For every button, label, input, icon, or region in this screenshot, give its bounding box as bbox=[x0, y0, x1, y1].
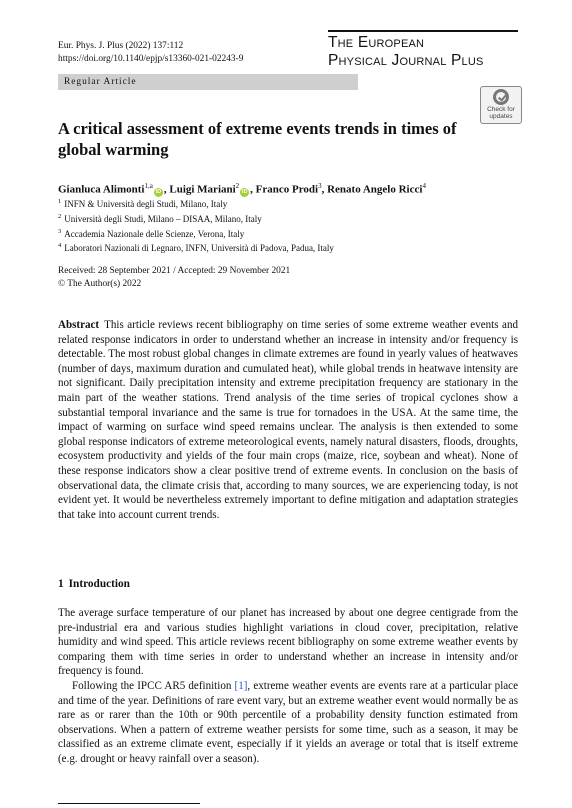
abstract bbox=[58, 318, 518, 522]
affiliation-text: Laboratori Nazionali di Legnaro, INFN, Università di Padova, Padua, Italy bbox=[64, 243, 334, 254]
affiliation-number: 1 bbox=[58, 198, 62, 205]
affiliation-list bbox=[58, 196, 334, 255]
journal-name bbox=[328, 30, 518, 70]
article-type-label: Regular Article bbox=[64, 77, 137, 87]
abstract-label: Abstract bbox=[58, 319, 100, 331]
author-separator: , bbox=[163, 183, 170, 196]
author-name: Gianluca Alimonti bbox=[58, 183, 145, 196]
abstract-text: This article reviews recent bibliography on time series of some extreme weather events and related response indicators in order to understand whether an increase in intensity and/or frequency is detectable. The most robust global changes in climate extremes are found in yearly values of heatwaves (number of days, maximum duration and cumulated heat), while global trends in heatwave intensity are not significant. Daily precipitation intensity and extreme precipitation frequency are stationary in the main part of the weather stations. Trend analysis of the time series of tropical cyclones show a substantial temporal invariance and the same is true for tornadoes in the USA. At the same time, the impact of warming on surface wind speed remains unclear. The analysis is then extended to some global response indicators of extreme meteorological events, namely natural disasters, floods, droughts, ecosystem productivity and yields of the four main crops (maize, rice, soybean and wheat). None of these response indicators show a clear positive trend of extreme events. In conclusion on the basis of observational data, the climate crisis that, according to many sources, we are experiencing today, is not evident yet. It would be nevertheless extremely important to define mitigation and adaptation strategies that take into account current trends. bbox=[58, 319, 518, 521]
intro-p2-text-b: , extreme weather events are events rare at a particular place and time of the year. Definitions of rare event vary, but an extreme weather event would normally be as rare as or rarer than the 10th or 90th percentile of a probability density function estimated from observations. When a pattern of extreme weather persists for some time, such as a season, it may be classified as an extreme climate event, especially if it yields an average or total that is itself extreme (e.g. drought or heavy rainfall over a season). bbox=[58, 679, 518, 765]
check-updates-label-2: updates bbox=[489, 113, 513, 120]
author-separator: , bbox=[321, 183, 328, 196]
author-list bbox=[58, 178, 426, 198]
affiliation-number: 4 bbox=[58, 242, 62, 250]
affiliation-item bbox=[58, 196, 334, 211]
section-title: Introduction bbox=[68, 578, 130, 590]
article-type-bar bbox=[58, 74, 358, 90]
intro-paragraph-1: The average surface temperature of our planet has increased by about one degree centigrade from the pre-industrial era and various studies highlight variations in cloud cover, precipitation, relative humidity and wind speed. This article reviews recent bibliography on some extreme weather events by comparing them with time series in order to understand whether an increase in intensity and/or frequency is found. bbox=[58, 607, 518, 678]
doi-link[interactable]: https://doi.org/10.1140/epjp/s13360-021-02243-9 bbox=[58, 54, 244, 64]
affiliation-number: 3 bbox=[58, 227, 62, 235]
check-updates-label-1: Check for bbox=[487, 106, 515, 113]
author-affiliation-mark: 3 bbox=[318, 182, 322, 190]
introduction-body bbox=[58, 606, 518, 767]
journal-citation: Eur. Phys. J. Plus (2022) 137:112 bbox=[58, 41, 184, 51]
author-affiliation-mark: 2 bbox=[235, 182, 240, 190]
author-name: Franco Prodi bbox=[255, 183, 319, 196]
article-dates bbox=[58, 265, 290, 290]
author-separator: , bbox=[250, 183, 256, 196]
reference-link-1[interactable]: [1] bbox=[234, 679, 248, 692]
orcid-icon[interactable]: iD bbox=[241, 188, 248, 195]
footnote-divider bbox=[58, 803, 200, 804]
author-affiliation-mark: 1,a bbox=[144, 182, 153, 190]
author-name: Luigi Mariani bbox=[169, 183, 236, 196]
affiliation-text: INFN & Università degli Studi, Milano, Italy bbox=[64, 199, 228, 209]
affiliation-text: Accademia Nazionale delle Scienze, Verona, Italy bbox=[64, 228, 245, 239]
affiliation-number: 2 bbox=[58, 212, 62, 220]
journal-name-line2: Physical Journal Plus bbox=[328, 52, 484, 69]
section-heading-introduction bbox=[58, 577, 135, 591]
affiliation-text: Università degli Studi, Milano – DISAA, Milano, Italy bbox=[64, 213, 262, 224]
affiliation-item bbox=[58, 240, 334, 255]
author-affiliation-mark: 4 bbox=[422, 182, 426, 190]
orcid-icon[interactable]: iD bbox=[155, 188, 162, 195]
affiliation-item bbox=[58, 211, 334, 226]
intro-p2-text-a: Following the IPCC AR5 definition bbox=[72, 679, 235, 692]
author-name: Renato Angelo Ricci bbox=[327, 183, 423, 196]
received-accepted-dates: Received: 28 September 2021 / Accepted: 29 November 2021 bbox=[58, 266, 291, 276]
intro-paragraph-2 bbox=[58, 679, 518, 767]
journal-name-line1: The European bbox=[328, 34, 425, 51]
copyright-notice: © The Author(s) 2022 bbox=[58, 278, 142, 289]
citation-block bbox=[58, 40, 243, 66]
section-number: 1 bbox=[58, 578, 64, 590]
check-updates-icon bbox=[493, 89, 509, 105]
affiliation-item bbox=[58, 226, 334, 241]
article-title: A critical assessment of extreme events trends in times of global warming bbox=[58, 119, 457, 159]
